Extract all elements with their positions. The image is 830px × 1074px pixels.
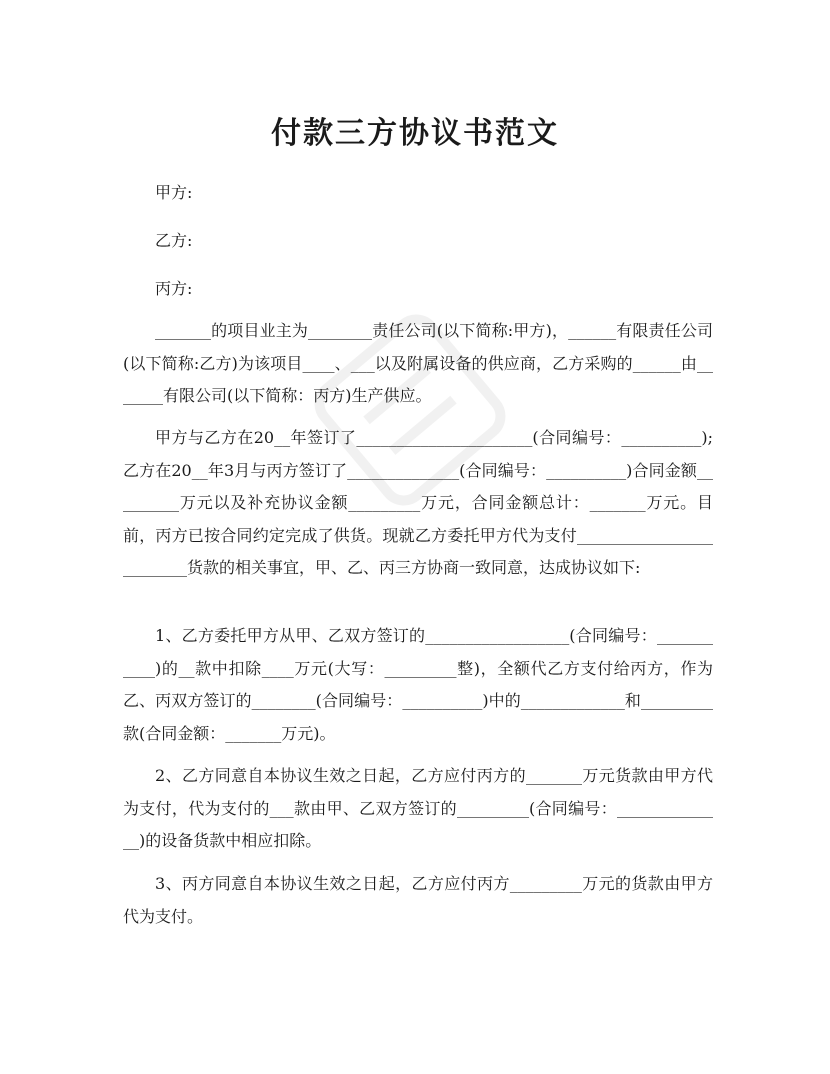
- party-a-label: 甲方:: [155, 183, 193, 202]
- paragraph-background: 甲方与乙方在20__年签订了______________________(合同编号：__________);乙方在20__年3月与丙方签订了______________(合同编号：__________)合同金额_________万元以及补充协议金额_________万元，合同金额总计：_______万元。目前，丙方已按合同约定完成了供货。现就乙方委托甲方代为支付_________________________货款的相关事宜，甲、乙、丙三方协商一致同意，达成协议如下:: [123, 428, 713, 577]
- paragraph-intro: _______的项目业主为________责任公司(以下简称:甲方)，______有限责任公司(以下简称:乙方)为该项目____、___以及附属设备的供应商，乙方采购的______由_______有限公司(以下简称：丙方)生产供应。: [123, 321, 713, 405]
- page-title: 付款三方协议书范文: [271, 116, 559, 151]
- paragraph-clause-1: 1、乙方委托甲方从甲、乙双方签订的__________________(合同编号：___________)的__款中扣除____万元(大写：_________整)，全额代乙方支付给丙方，作为乙、丙双方签订的________(合同编号：__________)中的_____________和_________款(合同金额：_______万元)。: [123, 626, 713, 743]
- paragraph-clause-3: 3、丙方同意自本协议生效之日起，乙方应付丙方_________万元的货款由甲方代为支付。: [123, 874, 713, 926]
- party-c-label: 丙方:: [155, 279, 193, 298]
- party-b-label: 乙方:: [155, 231, 193, 250]
- paragraph-clause-2: 2、乙方同意自本协议生效之日起，乙方应付丙方的_______万元货款由甲方代为支付，代为支付的___款由甲、乙双方签订的_________(合同编号：______________)的设备货款中相应扣除。: [123, 766, 713, 850]
